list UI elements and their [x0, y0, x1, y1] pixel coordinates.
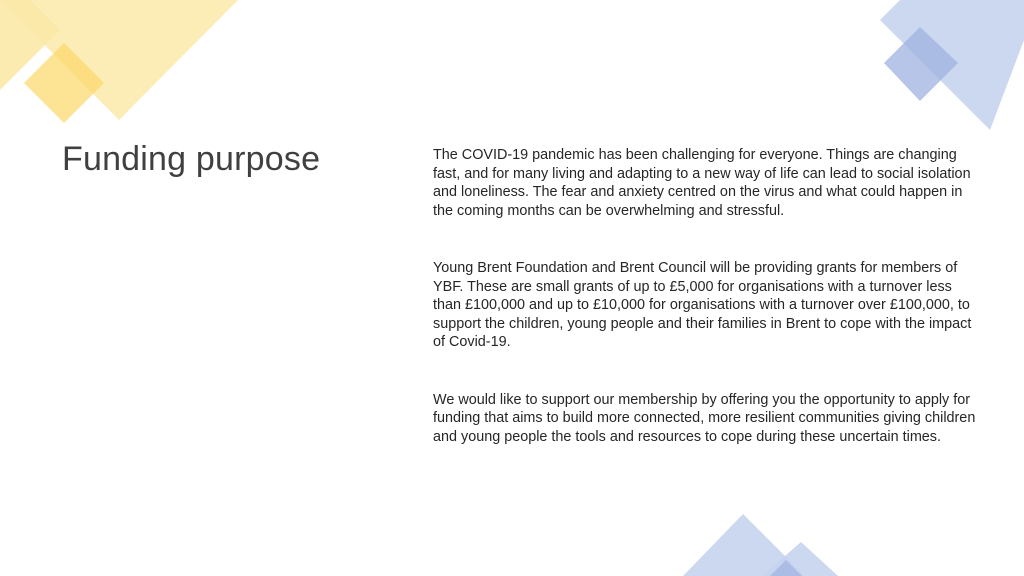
paragraph-covid-challenges: The COVID-19 pandemic has been challenging for everyone. Things are changing fast, and for many living and adapting to a new way of life can lead to social isolation and loneliness. The fear and anxiety centred on the virus and what could happen in the coming months can be overwhelming and stressful.: [433, 147, 971, 219]
paragraph-grants-info: Young Brent Foundation and Brent Council will be providing grants for members of YBF. These are small grants of up to £5,000 for organisations with a turnover less than £100,000 and up to £10,000 for organisations with a turnover over £100,000, to support the children, young people and their families in Brent to cope with the impact of Covid-19.: [433, 260, 972, 350]
slide-title: Funding purpose: [62, 140, 321, 178]
paragraph-membership-support: We would like to support our membership by offering you the opportunity to apply for funding that aims to build more connected, more resilient communities giving children and young people the tools and resources to cope during these uncertain times.: [433, 391, 976, 445]
body-text: [433, 146, 978, 446]
